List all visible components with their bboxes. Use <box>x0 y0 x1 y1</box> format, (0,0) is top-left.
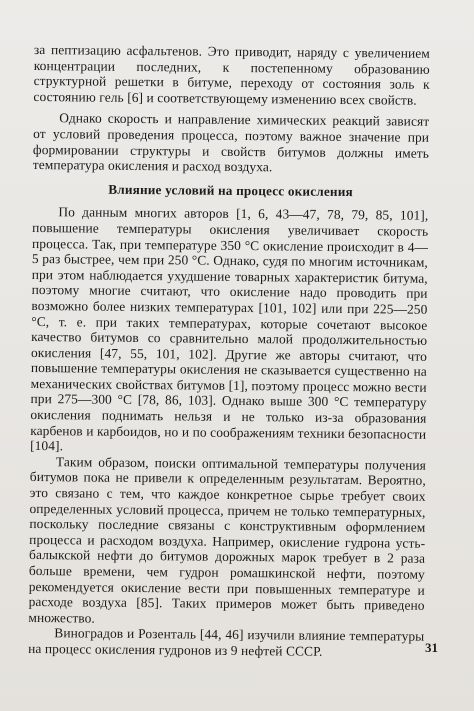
paragraph: Таким образом, поиски оптимальной температуры получения битумов пока не привели к определенным результатам. Вероятно, это связано с тем, что каждое конкретное сырье требует своих определенных условий процесса, причем не только температурных, поскольку последние связаны с конструктивным оформлением процесса и расходом воздуха. Например, окисление гудрона усть-балыкской нефти до битумов дорожных марок требует в 2 раза больше времени, чем гудрон ромашкинской нефти, поэтому рекомендуется окисление вести при повышенных температуре и расходе воздуха [85]. Таких примеров может быть приведено множество. <box>28 454 427 626</box>
paragraph: Виноградов и Розенталь [44, 46] изучили влияние температуры на процесс окисления гудронов из 9 нефтей СССР. <box>28 625 425 659</box>
paragraph: По данным многих авторов [1, 6, 43—47, 78, 79, 85, 101], повышение температуры окисления увеличивает скорость процесса. Так, при температуре 350 °C окисление происходит в 4—5 раз быстрее, чем при 250 °C. Однако, судя по многим источникам, при этом наблюдается ухудшение товарных характеристик битума, поэтому многие считают, что окисление надо проводить при возможно более низких температурах [101, 102] или при 225—250 °C, т. е. при таких температурах, которые сочетают высокое качество битумов со сравнительно малой продолжительностью окисления [47, 55, 101, 102]. Другие же авторы считают, что повышение температуры окисления не сказывается существенно на механических свойствах битумов [1], поэтому процесс можно вести при 275—300 °C [78, 86, 103]. Однако выше 300 °C температуру окисления поднимать нельзя и не только из-за образования карбенов и карбоидов, но и по соображениям техники безопасности [104]. <box>30 204 429 454</box>
paragraph: Однако скорость и направление химических реакций зависят от условий проведения процесса, поэтому важное значение при формировании структуры и свойств битумов должны иметь температура окисления и расход воздуха. <box>32 110 430 175</box>
page-number: 31 <box>425 640 438 655</box>
section-heading: Влияние условий на процесс окисления <box>108 181 353 199</box>
page-text-column <box>28 42 430 660</box>
paragraph: за пептизацию асфальтенов. Это приводит, наряду с увеличением концентрации последних, к постепенному образованию структурной решетки в битуме, переходу от состояния золь к состоянию гель [6] и соответствующему изменению всех свойств. <box>33 42 430 108</box>
